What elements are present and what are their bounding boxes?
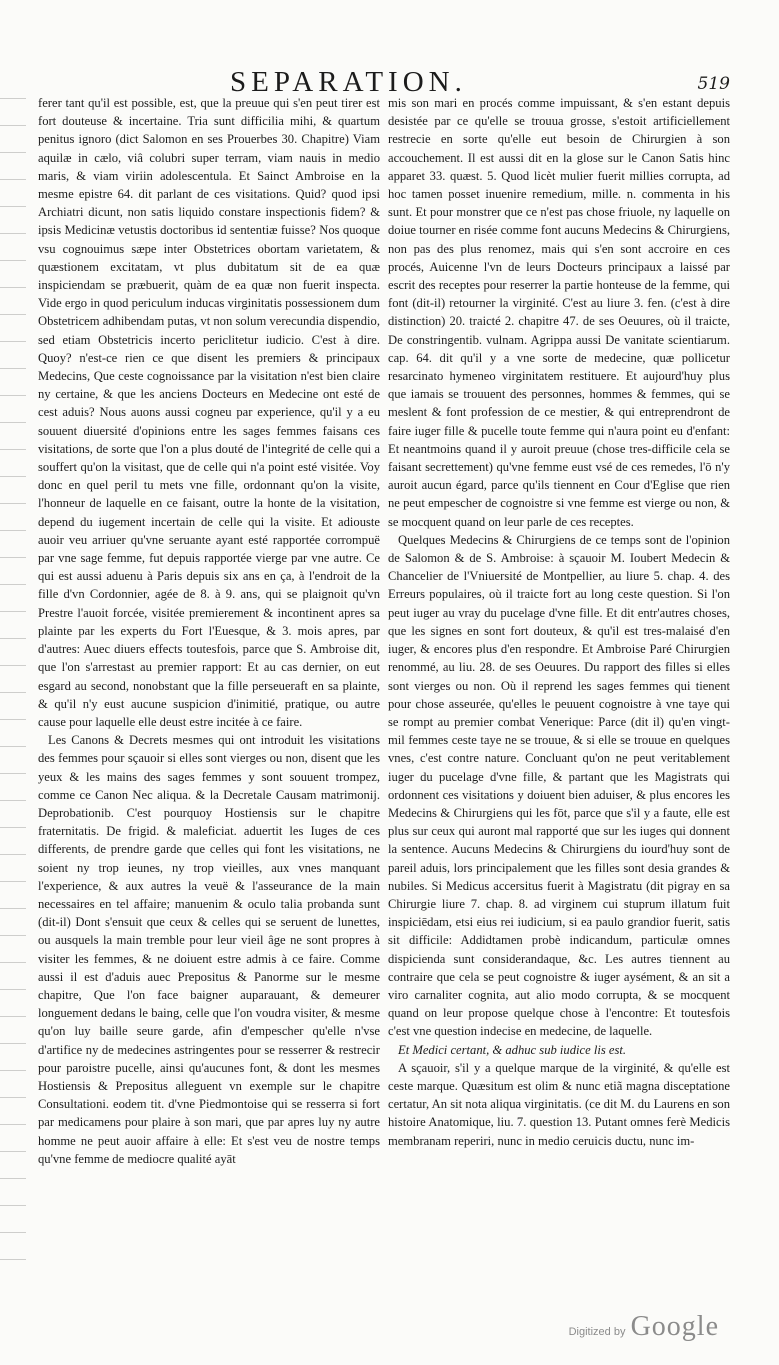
running-title: SEPARATION. (230, 66, 467, 98)
paragraph: ferer tant qu'il est possible, est, que la preuue qui s'en peut tirer est fort douteuse & incertaine. Tria sunt difficilia mihi, & quartum penitus ignoro (dict Salomon en ses Prouerbes 30. Chapitre) Viam aquilæ in cælo, viâ colubri super terram, viam nauis in medio maris, & viam viriin adolescentula. Et Sainct Ambroise en la mesme epistre 64. dit parlant de ces visitations. Quid? quod ipsi Archiatri dicunt, non satis liquido constare inspectionis fidem? & ipsis Medicinæ vetustis doctoribus id sententiæ fuisse? Nos quoque vsu cognouimus sæpe inter Obstetrices obortam varietatem, & quæstionem excitatam, vt plus dubitatum sit de ea quæ inspiciendam se præbuerit, quàm de ea quæ non fuerit inspecta. Vide ergo in quod periculum inducas virginitatis possessionem dum Obstetricem adhibendam putas, vt non solum verecundia dispendio, sed etiam Obstetricis incerto periclitetur iudicio. C'est à dire. Quoy? n'est-ce rien ce que disent les premiers & principaux Medecins, Que ceste cognoissance par la visitation n'est bien claire ny certaine, & que les anciens Docteurs en Medecine ont esté de cest aduis? Nous auons aussi cogneu par experience, qu'il y a eu souuent diuersité d'opinions entre les sages femmes faisans ces visitations, de sorte que l'on a plus douté de l'integrité de celle qui a souffert qu'on la visitast, que de celle qui n'a point esté visitée. Voy donc en quel peril tu mets vne fille, ordonnant qu'on la visite, l'honneur de laquelle en ce faisant, outre la honte de la visitation, depend du iugement incertain de celle qui la visite. Et adiouste auoir veu arriuer qu'vne seruante ayant esté rapportée corrompuë par vne sage femme, fut depuis rapportée vierge par vne autre. Ce qui est aussi aduenu à Paris depuis six ans en ça, à l'endroit de la fille d'vn Cordonnier, agée de 8. à 9. ans, qui se plaignoit qu'vn Prestre l'auoit forcée, visitée premierement & incontinent apres sa plainte par les experts du Fort l'Euesque, & 3. mois apres, par d'autres: Auec diuers effects toutesfois, parce que S. Ambroise dit, que l'on s'arrestast au premier rapport: Et au cas dernier, on eut esgard au second, nonobstant que la fille perseueraft en sa plainte, & qu'il n'y eust aucune suspicion d'inimitié, pratique, ou autre cause pour laquelle elle deust estre incitée à ce faire. (38, 96, 380, 729)
left-text-column (38, 94, 380, 1168)
paragraph: Quelques Medecins & Chirurgiens de ce temps sont de l'opinion de Salomon & de S. Ambroise: à sçauoir M. Ioubert Medecin & Chancelier de l'Vniuersité de Montpellier, au liure 5. chap. 4. des Erreurs populaires, où il traicte fort au long ceste question. Si l'on peut iuger au vray du pucelage d'vne fille. Et dit entr'autres choses, que les signes en sont fort douteux, & qu'il est tres-malaisé d'en iuger, & encores plus d'en respondre. Et Ambroise Paré Chirurgien renommé, au liu. 28. de ses Oeuures. Du rapport des filles si elles sont vierges ou non. Où il reprend les sages femmes qui tienent pour chose asseurée, qu'elles le peuuent cognoistre à vne taye qui se rompt au premier combat Venerique: Parce (dit il) qu'en vingt-mil femmes ceste taye ne se trouue, & si elle se trouue en quelques vnes, c'est contre nature. Concluant qu'on ne peut veritablement iuger du pucelage d'vne fille, & partant que les Magistrats qui ordonnent ces visitations y doiuent bien aduiser, & plus encores les Medecins & Chirurgiens qui les fōt, parce que s'il y a faute, elle est plus sur ceux qui auront mal rapporté que sur les iuges qui donnent la sentence. Aucuns Medecins & Chirurgiens du iourd'huy sont de pareil aduis, lors principalement que les filles sont desia grandes & nubiles. Si Medicus accersitus fuerit à Magistratu (dit pigray en sa Chirurgie liure 7. chap. 8. ad virginem cui stuprum illatum fuit inspiciēdam, etsi eius rei iudicium, si ea paulo grandior fuerit, satis sit difficile: Addidtamen probè indicandum, particulæ omnes dispicienda sunt considerandaque, &c. Les autres tiennent au contraire que cela se peut cognoistre & iuger aysément, & an sit a viro carnaliter cognita, aut alio modo corrupta, & se mocquent quand on leur propose quelque chose à l'encontre: Et toutesfois c'est vne question indecise en medecine, de laquelle. (388, 532, 730, 1039)
paragraph: mis son mari en procés comme impuissant, & s'en estant depuis desistée par ce qu'elle se trouua grosse, s'estoit artificiellement restrecie en sorte qu'elle eut besoin de Chirurgien à son accouchement. Il est aussi dit en la glose sur le Canon Satis hinc apparet 33. quæst. 5. Quod licèt mulier fuerit millies corrupta, ad hoc tamen posset inuenire remedium, mille. n. commenta in his sunt. Et pour monstrer que ce n'est pas chose friuole, ny laquelle on doiue tourner en risée comme font aucuns Medecins & Chirurgiens, non pas des plus renomez, mais qui s'en sont accroire en ces procés, Auicenne l'vn de leurs Docteurs principaux a laissé par escrit des receptes pour reserrer la partie honteuse de la femme, qui font (dit-il) retourner la virginité. C'est au liure 3. fen. (c'est à dire distinction) 20. traicté 2. chapitre 47. de ses Oeuures, où il traicte, De constringentib. vulnam. Agrippa aussi De vanitate scientiarum. cap. 64. dit qu'il y a vne sorte de medecine, quæ pollicetur resarcinato hymeneo virginitatem restituere. Et aujourd'huy plus que iamais se trouuent des personnes, hommes & femmes, qui se meslent & font profession de ce mestier, & qui entreprendront de faire iuger fille & pucelle toute femme qui n'aura point eu d'enfant: Et neantmoins quand il y auroit preuue (chose tres-difficile cela se faisant secrettement) qu'vne femme eust vsé de ces remedes, l'ō n'y auroit aucun égard, parce qu'ils tiennent en Cour d'Eglise que rien ne peut empescher de cognoistre si vne femme est vierge ou non, & se mocquent quand on leur parle de ces receptes. (388, 96, 730, 529)
paragraph: A sçauoir, s'il y a quelque marque de la virginité, & qu'elle est ceste marque. Quæsitum est olim & nunc etiã magna disceptatione certatur, An sit nota aliqua virginitatis. (ce dit M. du Laurens en son histoire Anatomique, liu. 7. question 13. Putant omnes ferè Medicis membranam reperiri, nunc in medio ceruicis ductu, nunc im- (388, 1060, 730, 1148)
page-number: 519 (697, 74, 730, 94)
watermark-prefix: Digitized by (568, 1326, 626, 1338)
verse-line: Et Medici certant, & adhuc sub iudice lis est. (398, 1042, 627, 1057)
google-digitized-watermark (569, 1311, 719, 1343)
google-logo-text: Google (630, 1311, 719, 1342)
paragraph: Les Canons & Decrets mesmes qui ont introduit les visitations des femmes pour sçauoir si elles sont vierges ou non, disent que les yeux & les mains des sages femmes y sont souuent trompez, comme ce Canon Nec aliqua. & la Decretale Causam matrimonij. Deprobationib. C'est pourquoy Hostiensis sur le chapitre fraternitatis. De frigid. & maleficiat. aduertit les Iuges de ces differents, de prendre garde que celles qui font les visitations, ne soient ny trop ieunes, ny trop vieilles, aux vnes manquant l'experience, & aux autres la veuë & l'asseurance de la main necessaires en tel affaire; manuenim & oculo talia probanda sunt (dit-il) Dont s'ensuit que ceux & celles qui se seruent de lunettes, ou ausquels la main tremble pour leur vieil âge ne sont propres à visiter les femmes, & ne doiuent estre admis à ce faire. Comme aussi il est d'aduis auec Prepositus & Panorme sur le mesme chapitre, Que l'on face baigner auparauant, & demeurer longuement dedans le baing, celle que l'on voudra visiter, & mesme qu'on luy baille seure garde, afin d'empescher qu'elle n'vse d'artifice ny de medecines astringentes pour se resserrer & restrecir pour paroistre pucelle, ainsi qu'aucunes font, & dont les mesmes Hostiensis & Prepositus alleguent vn exemple sur le chapitre Consultationi. eodem tit. d'vne Piedmontoise qui se resserra si fort par medicamens pour plaire à son mari, que par apres luy ny autre homme ne peut auoir affaire à elle: Et s'est veu de nostre temps qu'vne femme de mediocre qualité ayāt (38, 733, 380, 1166)
right-text-column (388, 94, 730, 1150)
margin-bleed-through (0, 80, 26, 1280)
